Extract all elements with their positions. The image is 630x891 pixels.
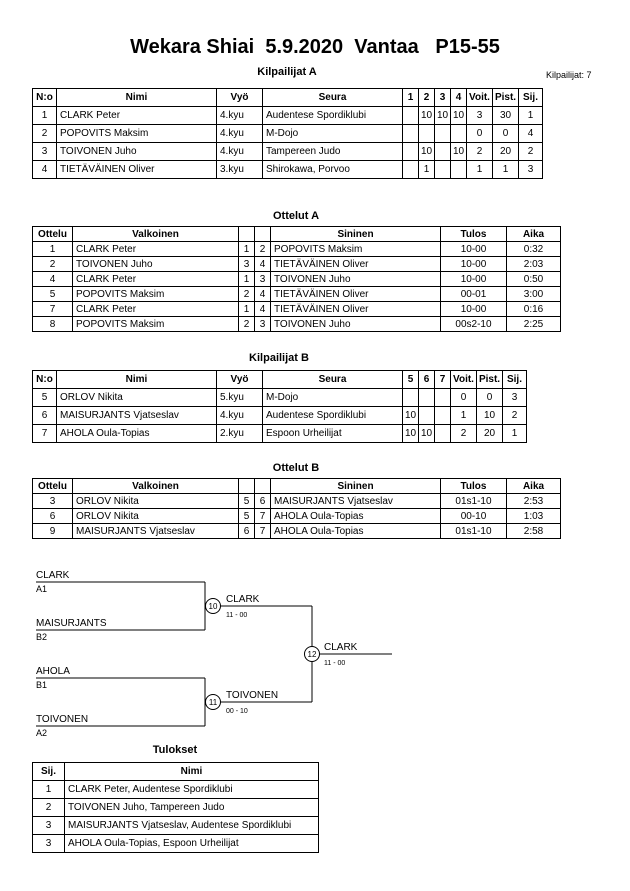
bracket-winner-name: CLARK: [324, 642, 358, 653]
cell: 2: [255, 242, 271, 257]
bracket-player-name: MAISURJANTS: [36, 618, 107, 629]
cell: [451, 125, 467, 143]
table-row: [33, 287, 561, 302]
table-row: [33, 524, 561, 539]
cell: [403, 107, 419, 125]
cell: 10-00: [441, 242, 507, 257]
cell: 01s1-10: [441, 494, 507, 509]
cell: 1: [519, 107, 543, 125]
cell: 3: [239, 257, 255, 272]
bracket-score: 11 - 00: [226, 612, 248, 619]
header-cell: [255, 227, 271, 242]
match-number: 12: [307, 650, 317, 659]
bracket-winner-name: CLARK: [226, 594, 260, 605]
cell: 6: [33, 407, 57, 425]
header-cell: Vyö: [217, 371, 263, 389]
cell: 10: [403, 425, 419, 443]
cell: 4: [255, 257, 271, 272]
header-cell: Sij.: [519, 89, 543, 107]
header-cell: Tulos: [441, 479, 507, 494]
header-row: [33, 763, 319, 781]
cell: MAISURJANTS Vjatseslav: [271, 494, 441, 509]
header-cell: Nimi: [65, 763, 319, 781]
header-cell: [239, 227, 255, 242]
header-cell: [239, 479, 255, 494]
cell: 1: [419, 161, 435, 179]
cell: [419, 407, 435, 425]
bracket-seed: A2: [36, 728, 48, 738]
cell: TOIVONEN Juho: [271, 272, 441, 287]
header-cell: [255, 479, 271, 494]
header-cell: Voit.: [467, 89, 493, 107]
cell: AHOLA Oula-Topias, Espoon Urheilijat: [65, 835, 319, 853]
cell: 0: [493, 125, 519, 143]
table-row: [33, 317, 561, 332]
table-row: [33, 407, 527, 425]
header-cell: Ottelu: [33, 227, 73, 242]
cell: MAISURJANTS Vjatseslav: [57, 407, 217, 425]
cell: 4.kyu: [217, 143, 263, 161]
cell: 4.kyu: [217, 107, 263, 125]
cell: 5: [33, 287, 73, 302]
cell: AHOLA Oula-Topias: [271, 509, 441, 524]
cell: M-Dojo: [263, 125, 403, 143]
cell: 8: [33, 317, 73, 332]
cell: 3: [255, 317, 271, 332]
results-label: Tulokset: [152, 744, 198, 756]
cell: 2.kyu: [217, 425, 263, 443]
header-cell: Seura: [263, 371, 403, 389]
cell: 2:58: [507, 524, 561, 539]
cell: [403, 143, 419, 161]
header-cell: 5: [403, 371, 419, 389]
header-cell: N:o: [33, 89, 57, 107]
cell: MAISURJANTS Vjatseslav: [73, 524, 239, 539]
table-row: [33, 161, 543, 179]
cell: 3: [33, 835, 65, 853]
header-cell: 2: [419, 89, 435, 107]
cell: [419, 125, 435, 143]
cell: 1: [239, 272, 255, 287]
cell: 2:03: [507, 257, 561, 272]
matches-b-label: Ottelut B: [272, 462, 320, 474]
cell: POPOVITS Maksim: [73, 317, 239, 332]
cell: 0: [467, 125, 493, 143]
bracket-winner-name: TOIVONEN: [226, 690, 279, 701]
bracket-seed: B1: [36, 680, 48, 690]
cell: [419, 389, 435, 407]
header-cell: Voit.: [451, 371, 477, 389]
match-number: 10: [208, 602, 218, 611]
cell: 1: [33, 107, 57, 125]
cell: ORLOV Nikita: [57, 389, 217, 407]
header-row: [33, 89, 543, 107]
header-cell: Vyö: [217, 89, 263, 107]
cell: 3: [33, 494, 73, 509]
cell: 7: [33, 302, 73, 317]
cell: [451, 161, 467, 179]
cell: 01s1-10: [441, 524, 507, 539]
cell: TOIVONEN Juho, Tampereen Judo: [65, 799, 319, 817]
cell: 20: [477, 425, 503, 443]
cell: 6: [255, 494, 271, 509]
cell: 1:03: [507, 509, 561, 524]
cell: 10: [403, 407, 419, 425]
cell: 4: [255, 302, 271, 317]
cell: 2: [33, 125, 57, 143]
bracket-seed: A1: [36, 584, 48, 594]
header-cell: 7: [435, 371, 451, 389]
cell: POPOVITS Maksim: [271, 242, 441, 257]
cell: TOIVONEN Juho: [57, 143, 217, 161]
cell: 10: [451, 143, 467, 161]
cell: Espoon Urheilijat: [263, 425, 403, 443]
cell: CLARK Peter: [73, 302, 239, 317]
header-cell: Valkoinen: [73, 479, 239, 494]
pool-b-table: [32, 370, 527, 443]
elimination-bracket: [0, 556, 630, 751]
header-cell: Tulos: [441, 227, 507, 242]
cell: 1: [33, 242, 73, 257]
cell: 10: [419, 143, 435, 161]
cell: ORLOV Nikita: [73, 509, 239, 524]
cell: 3: [33, 817, 65, 835]
cell: 0: [451, 389, 477, 407]
cell: 4.kyu: [217, 407, 263, 425]
cell: 6: [33, 509, 73, 524]
table-row: [33, 143, 543, 161]
cell: 4: [33, 161, 57, 179]
cell: 00-10: [441, 509, 507, 524]
matches-a-label: Ottelut A: [272, 210, 320, 222]
cell: Audentese Spordiklubi: [263, 407, 403, 425]
header-cell: Nimi: [57, 89, 217, 107]
cell: POPOVITS Maksim: [73, 287, 239, 302]
cell: CLARK Peter, Audentese Spordiklubi: [65, 781, 319, 799]
table-row: [33, 835, 319, 853]
bracket-score: 11 - 00: [324, 660, 346, 667]
table-row: [33, 781, 319, 799]
cell: 3:00: [507, 287, 561, 302]
cell: [403, 389, 419, 407]
cell: 0:32: [507, 242, 561, 257]
header-cell: Sij.: [33, 763, 65, 781]
cell: Shirokawa, Porvoo: [263, 161, 403, 179]
cell: POPOVITS Maksim: [57, 125, 217, 143]
table-row: [33, 242, 561, 257]
cell: TIETÄVÄINEN Oliver: [57, 161, 217, 179]
table-row: [33, 509, 561, 524]
cell: 2:25: [507, 317, 561, 332]
cell: 1: [239, 302, 255, 317]
cell: 4.kyu: [217, 125, 263, 143]
cell: 7: [255, 509, 271, 524]
cell: 7: [33, 425, 57, 443]
cell: 5: [33, 389, 57, 407]
cell: 2: [239, 317, 255, 332]
cell: AHOLA Oula-Topias: [57, 425, 217, 443]
cell: 10-00: [441, 257, 507, 272]
bracket-player-name: CLARK: [36, 570, 70, 581]
cell: 3.kyu: [217, 161, 263, 179]
bracket-seed: B2: [36, 632, 48, 642]
cell: 00s2-10: [441, 317, 507, 332]
cell: 3: [467, 107, 493, 125]
cell: 4: [255, 287, 271, 302]
match-number: 11: [208, 698, 218, 707]
cell: 0:16: [507, 302, 561, 317]
cell: 0: [477, 389, 503, 407]
cell: [403, 161, 419, 179]
header-cell: Ottelu: [33, 479, 73, 494]
cell: TIETÄVÄINEN Oliver: [271, 302, 441, 317]
cell: 7: [255, 524, 271, 539]
cell: 6: [239, 524, 255, 539]
table-row: [33, 817, 319, 835]
cell: ORLOV Nikita: [73, 494, 239, 509]
cell: MAISURJANTS Vjatseslav, Audentese Spordiklubi: [65, 817, 319, 835]
cell: 5.kyu: [217, 389, 263, 407]
table-row: [33, 257, 561, 272]
cell: CLARK Peter: [73, 272, 239, 287]
page-title: Wekara Shiai 5.9.2020 Vantaa P15-55: [130, 36, 500, 58]
pool-b-label: Kilpailijat B: [249, 352, 309, 364]
header-cell: Pist.: [477, 371, 503, 389]
table-row: [33, 799, 319, 817]
cell: TOIVONEN Juho: [73, 257, 239, 272]
cell: 2: [503, 407, 527, 425]
pool-a-label: Kilpailijat A: [257, 66, 317, 78]
cell: 1: [239, 242, 255, 257]
cell: [435, 425, 451, 443]
cell: 1: [451, 407, 477, 425]
header-cell: 4: [451, 89, 467, 107]
cell: 4: [33, 272, 73, 287]
header-cell: Nimi: [57, 371, 217, 389]
table-row: [33, 272, 561, 287]
cell: 20: [493, 143, 519, 161]
results-table: [32, 762, 319, 853]
cell: Tampereen Judo: [263, 143, 403, 161]
cell: TIETÄVÄINEN Oliver: [271, 287, 441, 302]
header-cell: Aika: [507, 479, 561, 494]
cell: 3: [255, 272, 271, 287]
header-cell: 3: [435, 89, 451, 107]
header-cell: Sininen: [271, 227, 441, 242]
table-row: [33, 302, 561, 317]
cell: [435, 143, 451, 161]
cell: 2: [33, 257, 73, 272]
matches-a-table: [32, 226, 561, 332]
cell: 3: [503, 389, 527, 407]
cell: 00-01: [441, 287, 507, 302]
competitors-count: Kilpailijat: 7: [546, 70, 592, 80]
table-row: [33, 107, 543, 125]
cell: 5: [239, 509, 255, 524]
cell: AHOLA Oula-Topias: [271, 524, 441, 539]
cell: 30: [493, 107, 519, 125]
header-cell: 6: [419, 371, 435, 389]
table-row: [33, 425, 527, 443]
cell: [435, 161, 451, 179]
cell: 1: [503, 425, 527, 443]
table-row: [33, 494, 561, 509]
cell: [403, 125, 419, 143]
cell: 1: [33, 781, 65, 799]
cell: 5: [239, 494, 255, 509]
header-cell: Sij.: [503, 371, 527, 389]
table-row: [33, 125, 543, 143]
table-row: [33, 389, 527, 407]
cell: 2: [33, 799, 65, 817]
cell: 10-00: [441, 302, 507, 317]
cell: CLARK Peter: [73, 242, 239, 257]
matches-b-table: [32, 478, 561, 539]
cell: 3: [33, 143, 57, 161]
cell: 10: [419, 107, 435, 125]
bracket-score: 00 - 10: [226, 708, 248, 715]
cell: TOIVONEN Juho: [271, 317, 441, 332]
header-cell: 1: [403, 89, 419, 107]
cell: [435, 125, 451, 143]
cell: 2: [519, 143, 543, 161]
cell: M-Dojo: [263, 389, 403, 407]
cell: Audentese Spordiklubi: [263, 107, 403, 125]
header-cell: Pist.: [493, 89, 519, 107]
header-cell: Sininen: [271, 479, 441, 494]
cell: 10: [435, 107, 451, 125]
cell: [435, 407, 451, 425]
header-cell: Aika: [507, 227, 561, 242]
cell: 4: [519, 125, 543, 143]
cell: CLARK Peter: [57, 107, 217, 125]
header-row: [33, 227, 561, 242]
cell: 1: [493, 161, 519, 179]
cell: 10: [419, 425, 435, 443]
cell: 10-00: [441, 272, 507, 287]
cell: 10: [477, 407, 503, 425]
pool-a-table: [32, 88, 543, 179]
cell: 2: [451, 425, 477, 443]
cell: 3: [519, 161, 543, 179]
cell: 2: [239, 287, 255, 302]
cell: 2: [467, 143, 493, 161]
cell: TIETÄVÄINEN Oliver: [271, 257, 441, 272]
cell: 0:50: [507, 272, 561, 287]
header-row: [33, 479, 561, 494]
header-row: [33, 371, 527, 389]
cell: 10: [451, 107, 467, 125]
cell: 2:53: [507, 494, 561, 509]
header-cell: Valkoinen: [73, 227, 239, 242]
header-cell: N:o: [33, 371, 57, 389]
header-cell: Seura: [263, 89, 403, 107]
bracket-player-name: TOIVONEN: [36, 714, 89, 725]
cell: 1: [467, 161, 493, 179]
cell: 9: [33, 524, 73, 539]
cell: [435, 389, 451, 407]
bracket-player-name: AHOLA: [36, 666, 70, 677]
